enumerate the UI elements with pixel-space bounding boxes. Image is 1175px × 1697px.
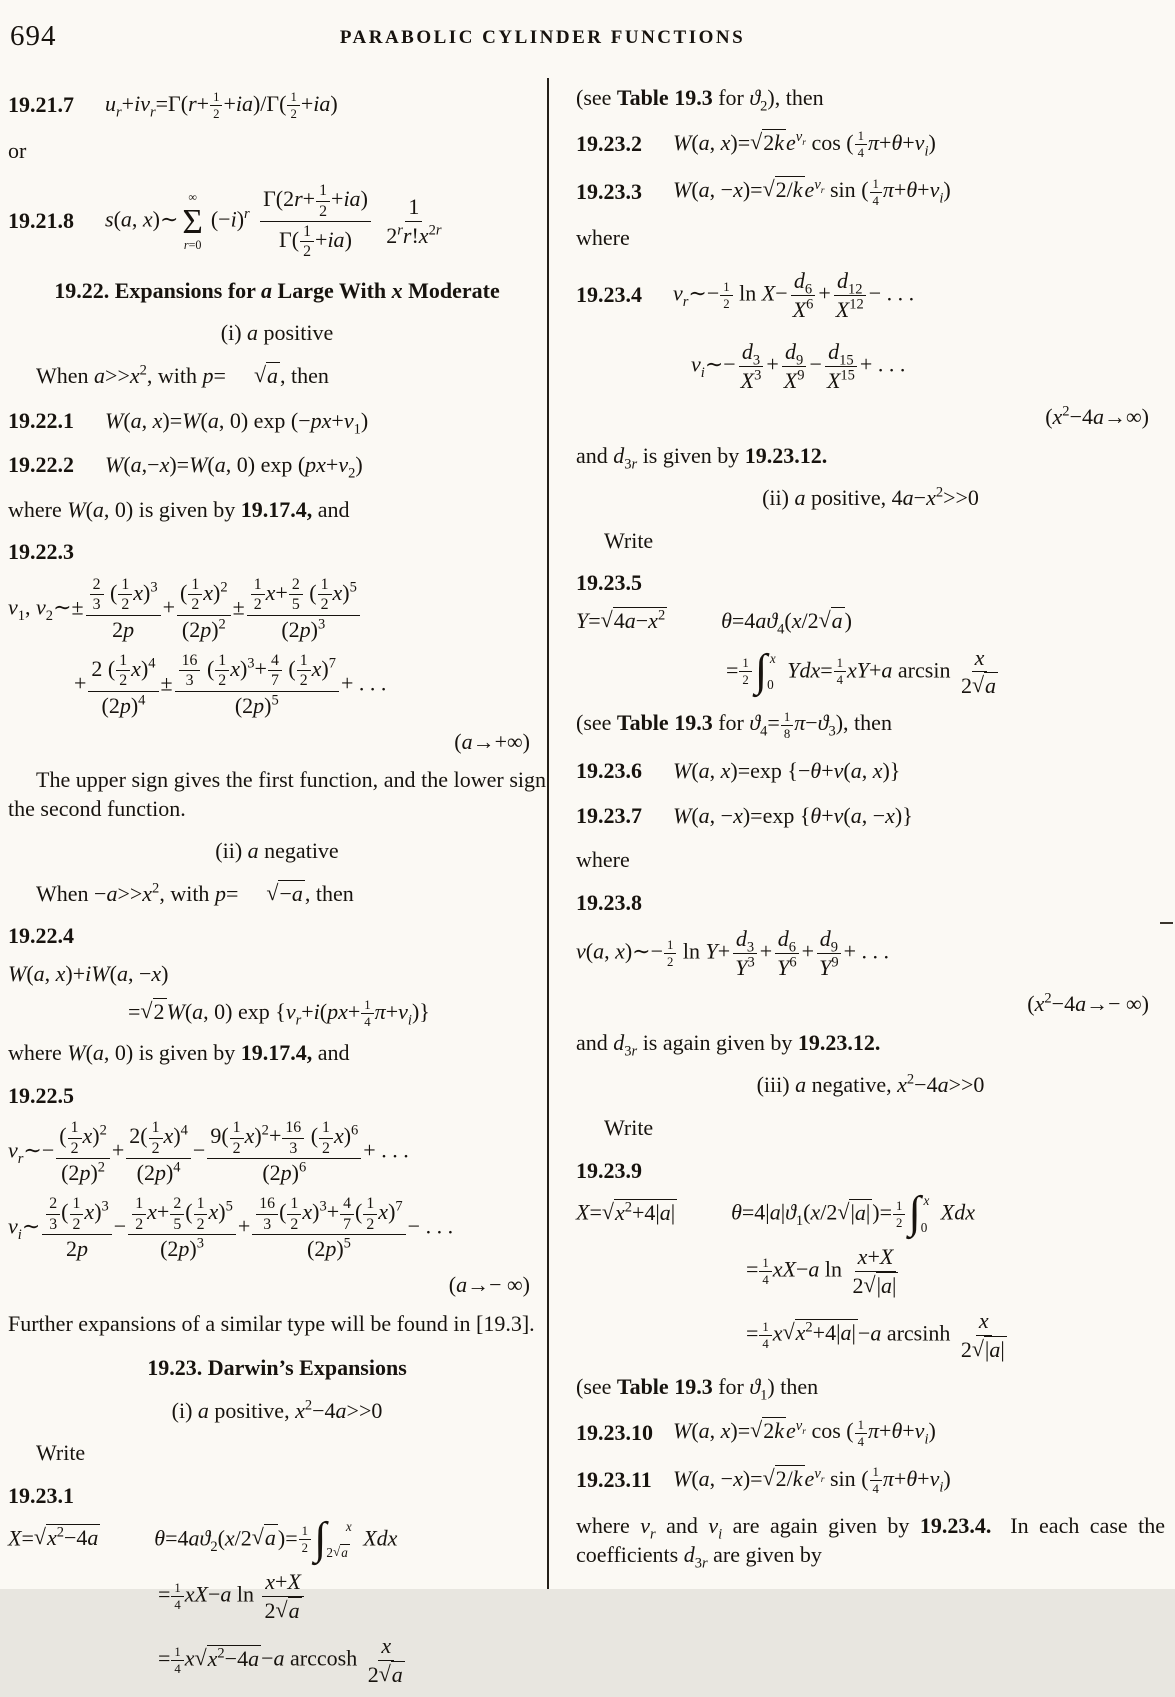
paragraph: where W(a, 0) is given by 19.17.4, and xyxy=(8,1040,350,1066)
equation-number: 19.23.2 xyxy=(576,131,642,157)
equation-number: 19.23.7 xyxy=(576,802,642,828)
limit-annotation: (a→+∞) xyxy=(454,728,530,754)
paragraph: and $d_{3r}$ is again given by 19.23.12. xyxy=(576,1029,881,1060)
formula-line: v(a, x)∼− $\frac{1}{2}$ ln Y+ $\frac{d_3}{Y^3}$ + $\frac{d_6}{Y^6}$ + $\frac{d_9}{Y^9}$ + . . . xyxy=(576,926,890,981)
page-header xyxy=(0,0,1175,74)
equation-row xyxy=(576,129,1165,160)
equation-row xyxy=(576,757,1165,786)
formula-math: $u_r+iv_r=\Gamma(r+$ $\frac{1}{2}$ +ia)/Γ( $\frac{1}{2}$ +ia) xyxy=(105,90,338,122)
subsection-heading: (ii) a positive, $4a-x^2>>0$ xyxy=(762,484,979,511)
equation-number: 19.23.3 xyxy=(576,178,642,204)
formula-line: =√2W(a, 0) $\exp \{v_r+i(px+$ $\frac{1}{4}$ $\pi+v_i$)} xyxy=(128,997,430,1030)
equation-number: 19.23.4 xyxy=(576,282,642,308)
equation-row xyxy=(576,268,1165,323)
equation-number: 19.21.7 xyxy=(8,92,74,118)
formula-line: + 2 ( $\frac{1}{2}$ x)$^4$ $(2p)^4$ ± $\frac{16}{3}$ ( $\frac{1}{2}$ x)$^3$+ $\frac{4}{7}$ ( $\frac{1}{2}$ x)$^7$ $(2p)^5$ + . . . xyxy=(74,651,387,718)
paragraph: When $-a>>x^2$, with p= √−a, then xyxy=(36,879,354,906)
formula-math: W(a, −x)=exp {θ+v(a, −x)} xyxy=(673,802,913,828)
paragraph: Further expansions of a similar type will be found in [19.3]. xyxy=(8,1310,535,1336)
paragraph: The upper sign gives the first function, and the lower sign the second function. xyxy=(8,767,546,821)
equation-row xyxy=(8,90,546,121)
subsection-heading: (i) a positive xyxy=(220,320,334,346)
paragraph: Write xyxy=(604,1114,654,1140)
formula-math: W(a, $-x)=√2/ke^{v_r}$ sin ( $\frac{1}{4}$ $\pi+\theta+v_i$) xyxy=(673,176,951,208)
display-formula xyxy=(8,576,546,756)
paragraph: where $v_r$ and $v_i$ are again given by 19.23.4. In each case the coefficients $d_{3r}$ are given by xyxy=(576,1513,1166,1572)
equation-row xyxy=(8,182,546,261)
paragraph: where xyxy=(576,847,630,873)
limit-annotation: $(x^2-4a\to\infty)$ xyxy=(1045,403,1149,429)
page-number: 694 xyxy=(10,20,57,52)
display-formula xyxy=(8,960,546,1029)
equation-number: 19.23.1 xyxy=(8,1482,74,1508)
section-heading: 19.23. Darwin’s Expansions xyxy=(147,1355,407,1381)
display-formula xyxy=(576,1187,1165,1363)
formula-line: $X=√x^2-4a$ $\theta=4aϑ_2(x/2√a)=$ $\frac{1}{2}$ ∫ x 2√a Xdx xyxy=(8,1512,398,1563)
paragraph: Write xyxy=(604,527,654,553)
equation-row xyxy=(576,176,1165,207)
formula-math: s(a, x)∼ ∞ Σ r=0 $(-i)^r$ Γ(2r+ $\frac{1}{2}$ +ia) Γ( $\frac{1}{2}$ +ia) $\frac{1}{2^rr!x^{2r}}$ xyxy=(105,182,442,261)
display-formula xyxy=(576,607,1165,700)
equation-number: 19.21.8 xyxy=(8,208,74,234)
formula-math: W(a, $-x)=√2/ke^{v_r}$ sin ( $\frac{1}{4}$ $\pi+\theta+v_i$) xyxy=(673,1464,951,1497)
formula-line: $Y=√4a-x^2$ $\theta=4aϑ_4(x/2√a)$ xyxy=(576,606,852,638)
formula-line: = $\frac{1}{4}$ xX−a ln $\frac{x+X}{2√|a|}$ xyxy=(746,1244,897,1299)
formula-line: $v_1$, $v_2\sim\pm$ $\frac{2}{3}$ ( $\frac{1}{2}$ x)$^3$ 2p + ( $\frac{1}{2}$ x)$^2$ $(2p)^2$ ± $\frac{1}{2}$ x+ $\frac{2}{5}$ ( $\frac{1}{2}$ x)$^5$ $(2p)^3$ xyxy=(8,576,546,643)
formula-math: W(a,−x)=W(a, 0) $\exp (px+v_2)$ xyxy=(105,452,363,482)
paragraph: (see Table 19.3 for $ϑ_4=$ $\frac{1}{8}$ $\pi-ϑ_3$), then xyxy=(576,709,892,741)
subsection-heading: (ii) a negative xyxy=(215,838,339,864)
paragraph: (see Table 19.3 for $ϑ_2$), then xyxy=(576,85,824,115)
equation-number: 19.22.1 xyxy=(8,407,74,433)
equation-row xyxy=(576,1465,1165,1496)
formula-line: = $\frac{1}{4}$ $x√x^2+4|a|-a$ arcsinh $\frac{x}{2√|a|}$ xyxy=(746,1307,1005,1362)
equation-row xyxy=(8,407,546,436)
limit-annotation: (a→− ∞) xyxy=(448,1271,530,1297)
formula-line: $X=√x^2+4|a|$ $\theta=4|a|ϑ_1(x/2√|a|)=$ $\frac{1}{2}$ ∫ x 0 Xdx xyxy=(576,1187,975,1238)
equation-number: 19.23.8 xyxy=(576,889,642,915)
equation-number: 19.22.2 xyxy=(8,452,74,478)
formula-line: = $\frac{1}{4}$ $x√x^2-4a-a$ arccosh $\frac{x}{2√a}$ xyxy=(158,1633,403,1688)
column-divider xyxy=(547,78,549,1589)
formula-math: W(a, x)=W(a, 0) $\exp (-px+v_1)$ xyxy=(105,407,369,437)
margin-mark xyxy=(1160,922,1173,924)
subsection-heading: (i) a positive, $x^2-4a>>0$ xyxy=(171,1397,383,1423)
equation-row xyxy=(8,451,546,480)
running-title: PARABOLIC CYLINDER FUNCTIONS xyxy=(339,27,746,48)
paragraph: Write xyxy=(36,1440,86,1466)
limit-annotation: ($x^2-4a\to-$ ∞) xyxy=(1027,990,1149,1017)
display-formula xyxy=(576,339,1165,432)
two-column-text xyxy=(0,74,1175,1697)
equation-number: 19.23.9 xyxy=(576,1157,642,1183)
right-column xyxy=(576,74,1165,1697)
paragraph: (see Table 19.3 for $ϑ_1$) then xyxy=(576,1373,819,1404)
paragraph: and $d_{3r}$ is given by 19.23.12. xyxy=(576,442,828,472)
equation-number: 19.23.10 xyxy=(576,1419,653,1445)
formula-math: W(a, $x)=√2ke^{v_r}$ cos ( $\frac{1}{4}$ $\pi+\theta+v_i$) xyxy=(673,128,936,161)
formula-line: = $\frac{1}{4}$ xX−a ln $\frac{x+X}{2√a}$ xyxy=(158,1569,546,1624)
formula-line: $v_r\sim-$ ( $\frac{1}{2}$ x)$^2$ $(2p)^2$ + 2( $\frac{1}{2}$ x)$^4$ $(2p)^4$ − 9( $\frac{1}{2}$ x)$^2$+ $\frac{16}{3}$ ( $\frac{1}{2}$ x)$^6$ $(2p)^6$ + . . . xyxy=(8,1119,409,1186)
equation-number: 19.22.4 xyxy=(8,923,74,949)
formula-math: W(a, $x)=√2ke^{v_r}$ cos ( $\frac{1}{4}$ $\pi+\theta+v_i$) xyxy=(673,1417,936,1449)
equation-number: 19.23.5 xyxy=(576,570,642,596)
equation-number: 19.22.5 xyxy=(8,1082,74,1108)
formula-line: $v_i\sim-$ $\frac{d_3}{X^3}$ + $\frac{d_9}{X^9}$ − $\frac{d_{15}}{X^{15}}$ + . . . xyxy=(691,339,906,394)
formula-math: $v_r\sim-$ $\frac{1}{2}$ ln X− $\frac{d_6}{X^6}$ + $\frac{d_{12}}{X^{12}}$ − . . . xyxy=(673,268,915,323)
formula-math: W(a, x)=exp {−θ+v(a, x)} xyxy=(673,757,901,783)
paragraph: where xyxy=(576,224,630,250)
equation-number: 19.23.11 xyxy=(576,1467,652,1493)
formula-line: $v_i\sim$ $\frac{2}{3}$ ( $\frac{1}{2}$ x)$^3$ 2p − $\frac{1}{2}$ x+ $\frac{2}{5}$ ( $\frac{1}{2}$ x)$^5$ $(2p)^3$ + $\frac{16}{3}$ ( $\frac{1}{2}$ x)$^3$+ $\frac{4}{7}$ ( $\frac{1}{2}$ x)$^7$ $(2p)^5$ − . . . xyxy=(8,1195,454,1261)
formula-line: W(a, x)+iW(a, −x) xyxy=(8,961,169,987)
paragraph: where W(a, 0) is given by 19.17.4, and xyxy=(8,496,350,522)
section-heading: 19.22. Expansions for a Large With x Moderate xyxy=(54,277,500,303)
equation-row xyxy=(576,802,1165,831)
formula-line: = $\frac{1}{2}$ ∫ x 0 Ydx= $\frac{1}{4}$ xY+a arcsin $\frac{x}{2√a}$ xyxy=(726,644,997,699)
display-formula xyxy=(8,1512,546,1689)
equation-number: 19.23.6 xyxy=(576,757,642,783)
paragraph: When $a>>x^2$, with p= √a, then xyxy=(36,361,329,388)
equation-number: 19.22.3 xyxy=(8,539,74,565)
equation-row xyxy=(576,1417,1165,1448)
paragraph: or xyxy=(8,138,27,164)
display-formula xyxy=(576,926,1165,1019)
left-column xyxy=(8,74,546,1697)
display-formula xyxy=(8,1119,546,1299)
subsection-heading: (iii) a negative, $x^2-4a>>0$ xyxy=(756,1072,985,1098)
